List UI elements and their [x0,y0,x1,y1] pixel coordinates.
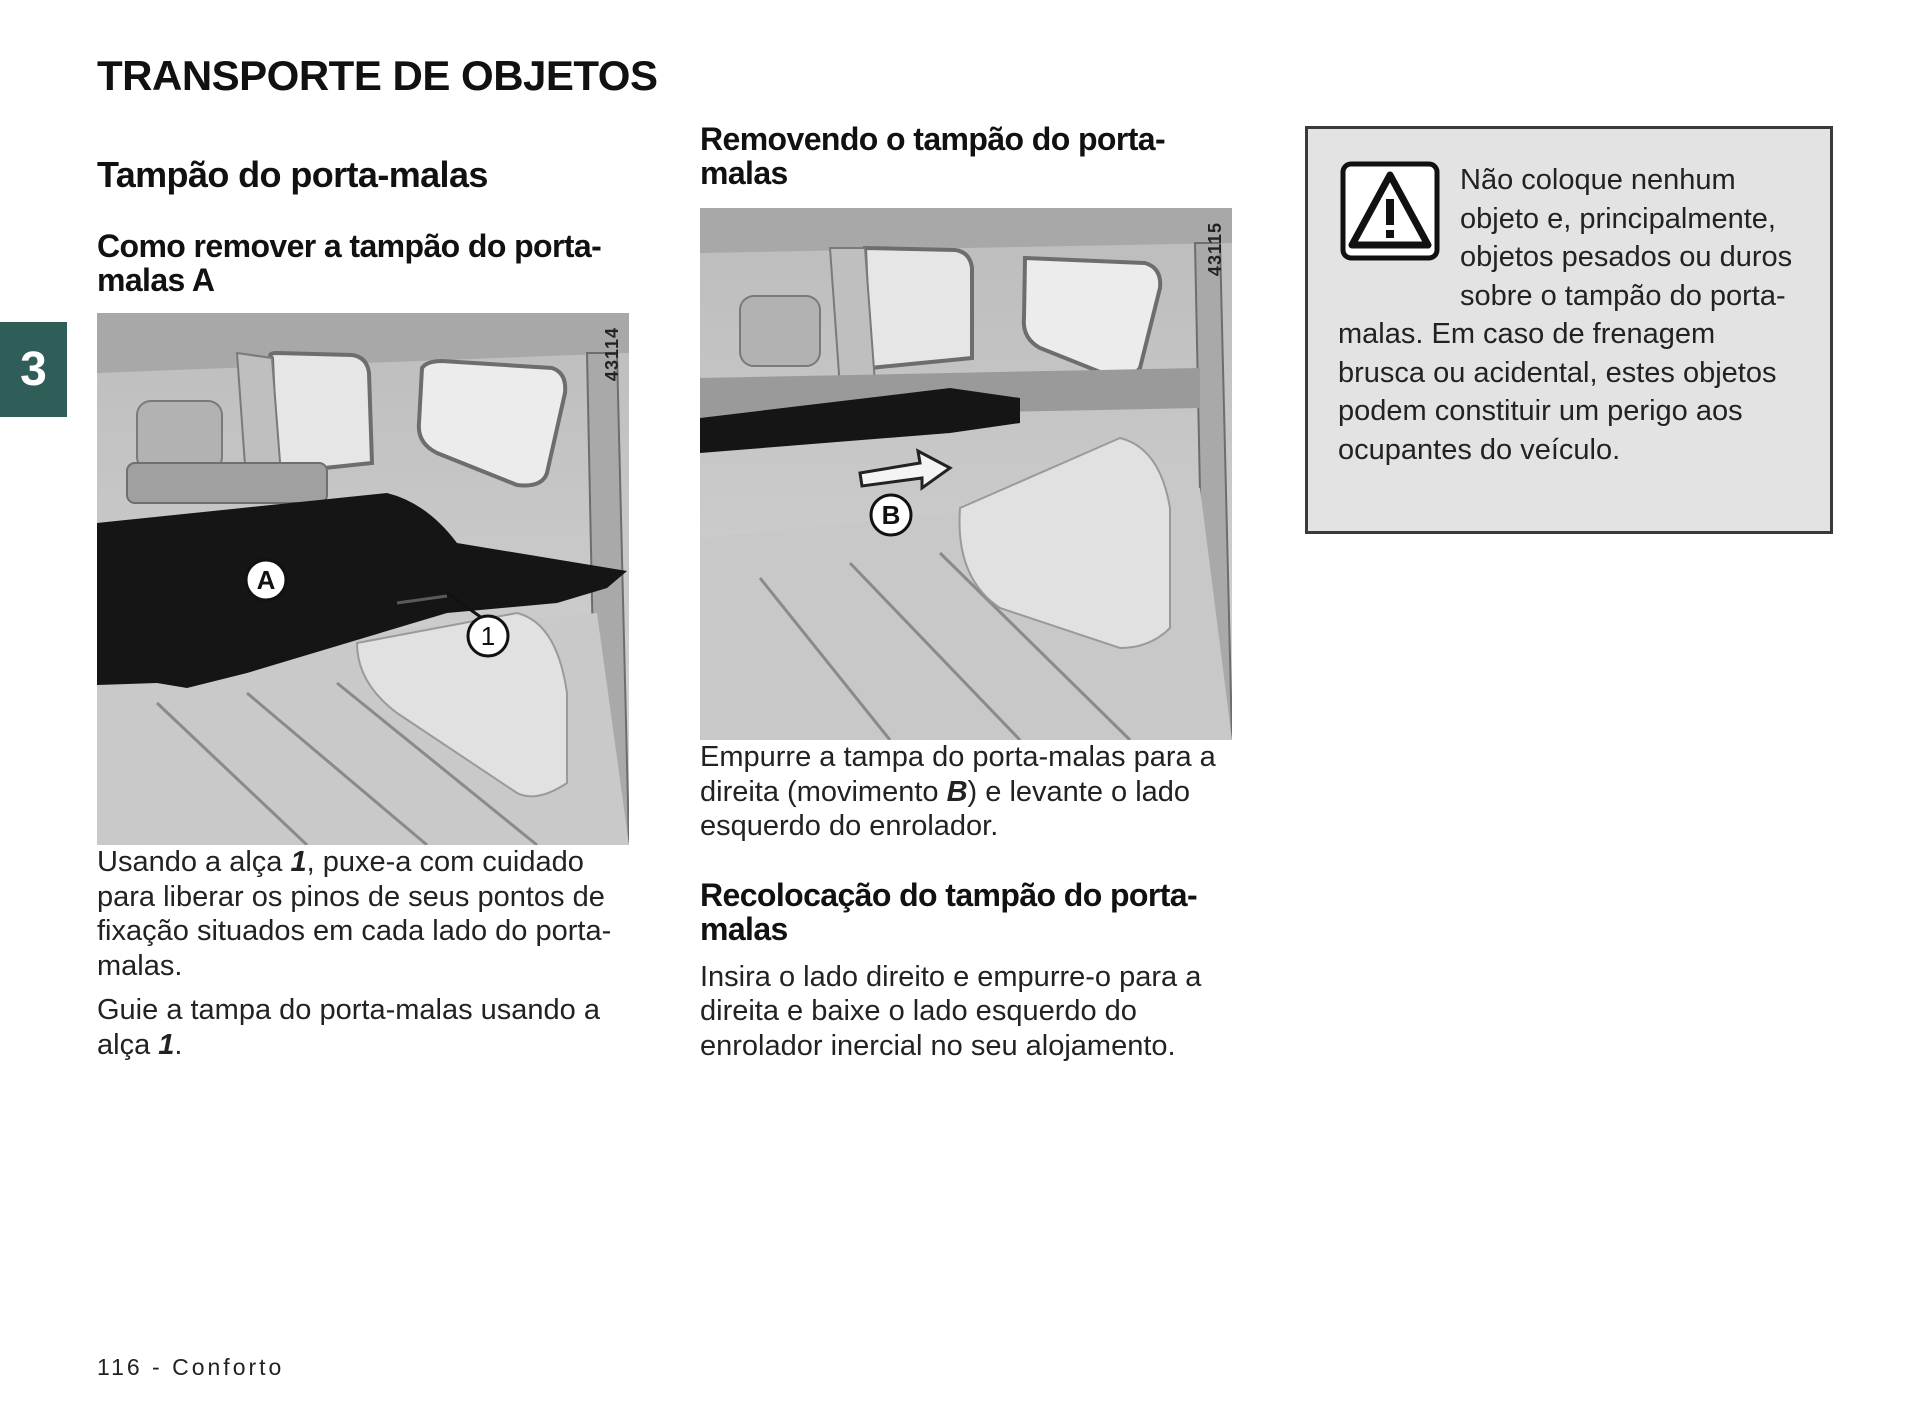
figure-code: 43115 [1205,222,1225,277]
figure-cover-removal [97,313,629,845]
middle-column [700,122,1240,1063]
subsection-title-remove-cover: Como remover a tampão do porta-malas A [97,228,602,298]
warning-box [1305,126,1833,534]
paragraph-handle-pull: Usando a alça 1, puxe-a com cuidado para liberar os pinos de seus pontos de fixação situados em cada lado do porta-malas. [97,846,612,982]
callout-a-label: A [256,564,276,595]
callout-b-label: B [881,499,901,530]
warning-text: Não coloque nenhum objeto e, principalmente, objetos pesados ou duros sobre o tampão do porta-malas. Em caso de frenagem brusca ou acidental, estes objetos podem constituir um perigo aos ocupantes do veículo. [1338,164,1793,466]
left-column [97,155,637,1062]
figure-cover-push [700,208,1232,740]
paragraph-refit-cover: Insira o lado direito e empurre-o para a direita e baixe o lado esquerdo do enrolador inercial no seu alojamento. [700,960,1202,1062]
trunk-illustration-push [700,208,1232,740]
figure-code: 43114 [602,327,622,382]
callout-1-label: 1 [480,620,496,651]
page-footer: 116 - Conforto [97,1354,285,1380]
paragraph-guide-cover: Guie a tampa do porta-malas usando a alça 1. [97,994,600,1061]
section-title-cover: Tampão do porta-malas [97,154,488,195]
paragraph-push-cover: Empurre a tampa do porta-malas para a direita (movimento B) e levante o lado esquerdo do enrolador. [700,741,1216,842]
trunk-illustration-cover [97,313,629,845]
subsection-title-removing: Removendo o tampão do porta-malas [700,121,1165,191]
subsection-title-refit: Recolocação do tampão do porta-malas [700,876,1198,947]
chapter-tab: 3 [0,322,67,417]
page-title: TRANSPORTE DE OBJETOS [97,52,658,99]
